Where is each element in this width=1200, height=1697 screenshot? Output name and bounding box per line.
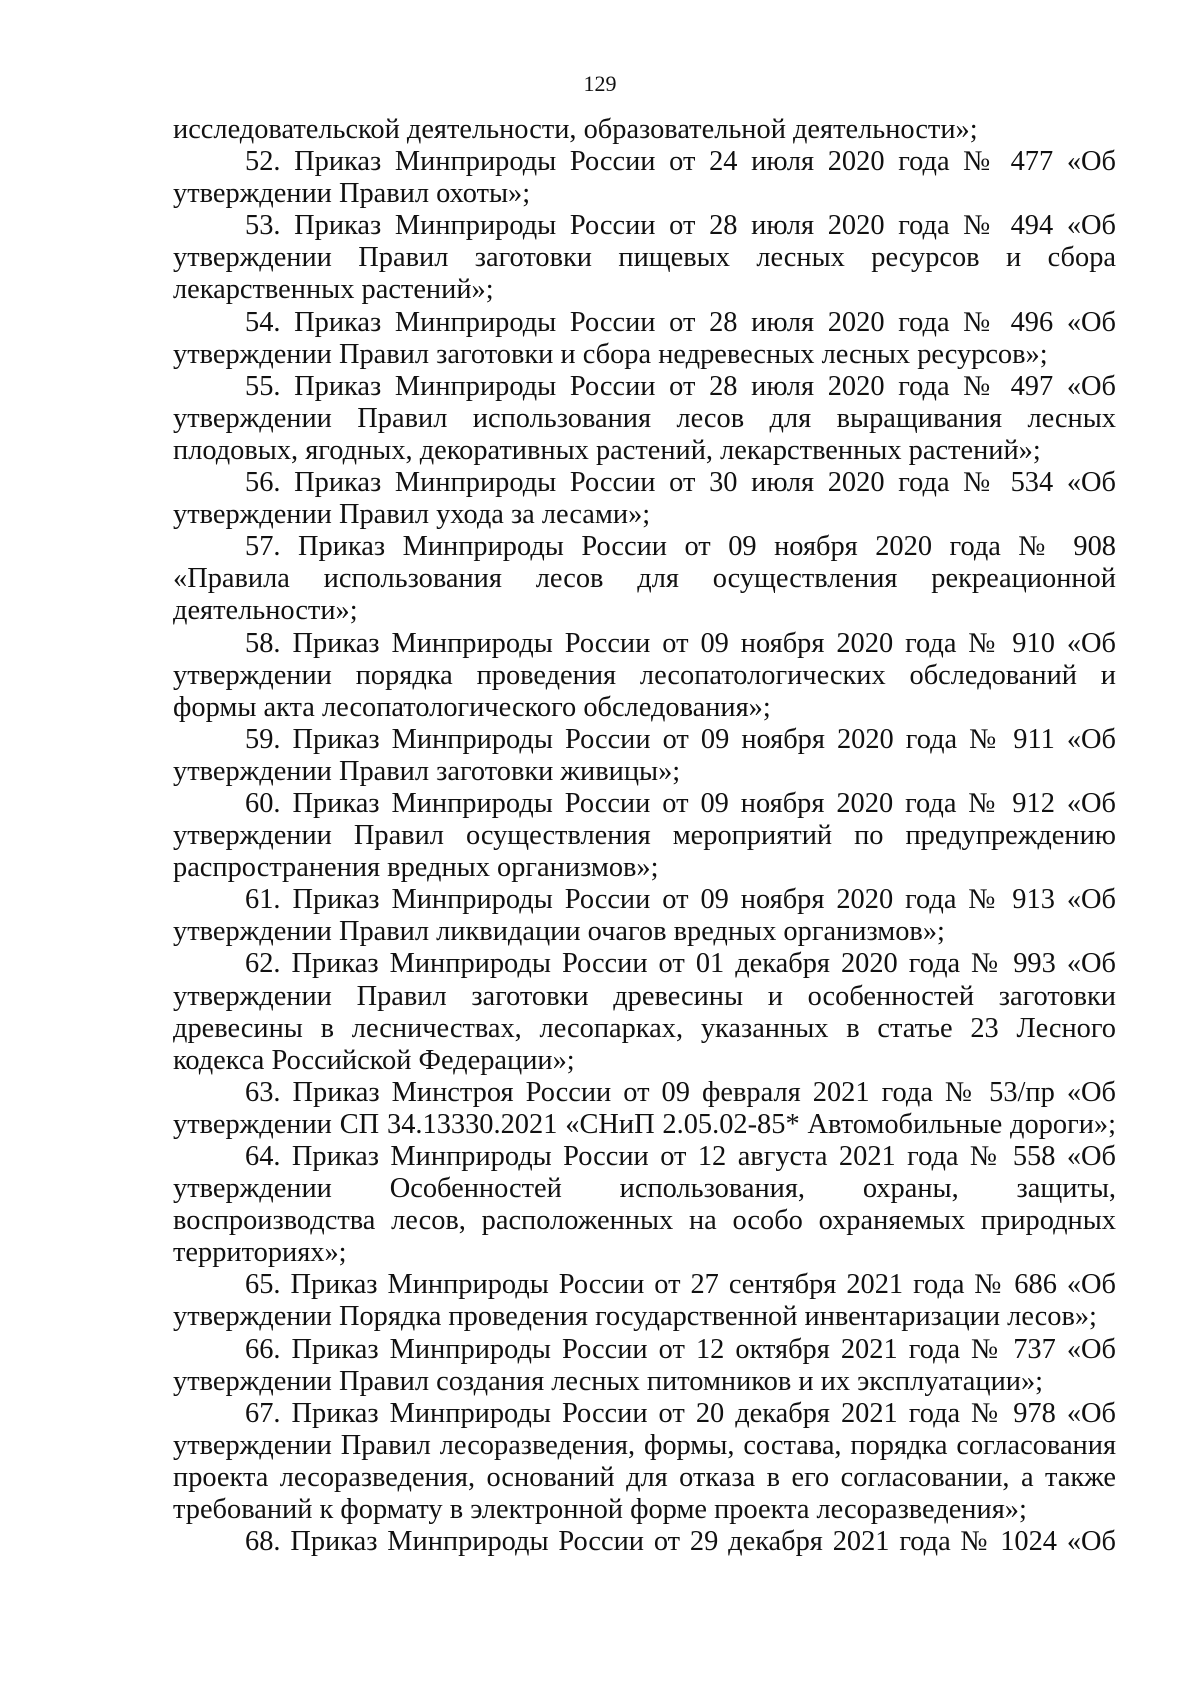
text-line: требований к формату в электронной форме проекта лесоразведения»; [173, 1494, 1027, 1526]
text-line: утверждении Правил заготовки пищевых лесных ресурсов и сбора [173, 242, 1116, 274]
list-item [173, 210, 1116, 306]
text-line: проекта лесоразведения, оснований для отказа в его согласовании, а также [173, 1461, 1116, 1493]
text-line: 52. Приказ Минприроды России от 24 июля 2020 года № 477 «Об [245, 146, 1116, 178]
text-line: лекарственных растений»; [173, 274, 494, 306]
text-line: утверждении Порядка проведения государственной инвентаризации лесов»; [173, 1301, 1097, 1333]
text-line: утверждении Правил осуществления мероприятий по предупреждению [173, 820, 1116, 852]
page-number: 129 [583, 71, 617, 96]
text-line: 57. Приказ Минприроды России от 09 ноября 2020 года № 908 [245, 531, 1116, 563]
list-item [173, 307, 1116, 371]
text-line: 55. Приказ Минприроды России от 28 июля 2020 года № 497 «Об [245, 370, 1116, 402]
document-body [173, 114, 1116, 1558]
text-line: 66. Приказ Минприроды России от 12 октября 2021 года № 737 «Об [245, 1333, 1116, 1365]
list-item [173, 724, 1116, 788]
text-line: «Правила использования лесов для осуществления рекреационной [173, 563, 1116, 595]
text-line: утверждении Правил использования лесов для выращивания лесных [173, 402, 1116, 434]
text-line: кодекса Российской Федерации»; [173, 1044, 575, 1076]
text-line: 56. Приказ Минприроды России от 30 июля 2020 года № 534 «Об [245, 467, 1116, 499]
text-line: распространения вредных организмов»; [173, 852, 659, 884]
list-item [173, 788, 1116, 884]
text-line: утверждении Правил создания лесных питомников и их эксплуатации»; [173, 1365, 1044, 1397]
text-line: утверждении Особенностей использования, охраны, защиты, [173, 1173, 1116, 1205]
text-line: утверждении Правил ликвидации очагов вредных организмов»; [173, 916, 945, 948]
text-line: утверждении Правил ухода за лесами»; [173, 499, 651, 531]
text-line: утверждении СП 34.13330.2021 «СНиП 2.05.02-85* Автомобильные дороги»; [173, 1108, 1116, 1140]
text-line: утверждении порядка проведения лесопатологических обследований и [173, 659, 1116, 691]
text-line: утверждении Правил заготовки древесины и особенностей заготовки [173, 980, 1116, 1012]
text-line: 58. Приказ Минприроды России от 09 ноября 2020 года № 910 «Об [245, 627, 1116, 659]
text-line: 54. Приказ Минприроды России от 28 июля 2020 года № 496 «Об [245, 306, 1116, 338]
list-item [173, 1398, 1116, 1526]
text-line: утверждении Правил заготовки и сбора недревесных лесных ресурсов»; [173, 338, 1048, 370]
text-line: 61. Приказ Минприроды России от 09 ноября 2020 года № 913 «Об [245, 884, 1116, 916]
text-line: утверждении Правил заготовки живицы»; [173, 755, 681, 787]
list-item [173, 1334, 1116, 1398]
list-item [173, 531, 1116, 627]
text-line: 60. Приказ Минприроды России от 09 ноября 2020 года № 912 «Об [245, 787, 1116, 819]
text-line: 63. Приказ Минстроя России от 09 февраля 2021 года № 53/пр «Об [245, 1076, 1116, 1108]
list-item [173, 628, 1116, 724]
list-item [173, 1526, 1116, 1558]
text-line: исследовательской деятельности, образовательной деятельности»; [173, 114, 978, 145]
list-item [173, 1141, 1116, 1269]
text-line: воспроизводства лесов, расположенных на особо охраняемых природных [173, 1205, 1116, 1237]
list-item [173, 371, 1116, 467]
text-line: плодовых, ягодных, декоративных растений, лекарственных растений»; [173, 434, 1041, 466]
text-line: утверждении Правил охоты»; [173, 178, 531, 210]
text-line: 65. Приказ Минприроды России от 27 сентября 2021 года № 686 «Об [245, 1269, 1116, 1301]
list-item [173, 114, 1116, 146]
list-item [173, 884, 1116, 948]
text-line: 64. Приказ Минприроды России от 12 августа 2021 года № 558 «Об [245, 1141, 1116, 1172]
text-line: формы акта лесопатологического обследования»; [173, 691, 771, 723]
text-line: древесины в лесничествах, лесопарках, указанных в статье 23 Лесного [173, 1012, 1116, 1044]
text-line: утверждении Правил лесоразведения, формы, состава, порядка согласования [173, 1429, 1116, 1461]
text-line: территориях»; [173, 1237, 347, 1269]
text-line: 53. Приказ Минприроды России от 28 июля 2020 года № 494 «Об [245, 210, 1116, 242]
list-item [173, 1077, 1116, 1141]
list-item [173, 1269, 1116, 1333]
text-line: 67. Приказ Минприроды России от 20 декабря 2021 года № 978 «Об [245, 1397, 1116, 1429]
text-line: 68. Приказ Минприроды России от 29 декабря 2021 года № 1024 «Об [245, 1526, 1116, 1558]
list-item [173, 467, 1116, 531]
text-line: 62. Приказ Минприроды России от 01 декабря 2020 года № 993 «Об [245, 948, 1116, 980]
text-line: 59. Приказ Минприроды России от 09 ноября 2020 года № 911 «Об [245, 723, 1116, 755]
list-item [173, 948, 1116, 1076]
text-line: деятельности»; [173, 595, 358, 627]
list-item [173, 146, 1116, 210]
